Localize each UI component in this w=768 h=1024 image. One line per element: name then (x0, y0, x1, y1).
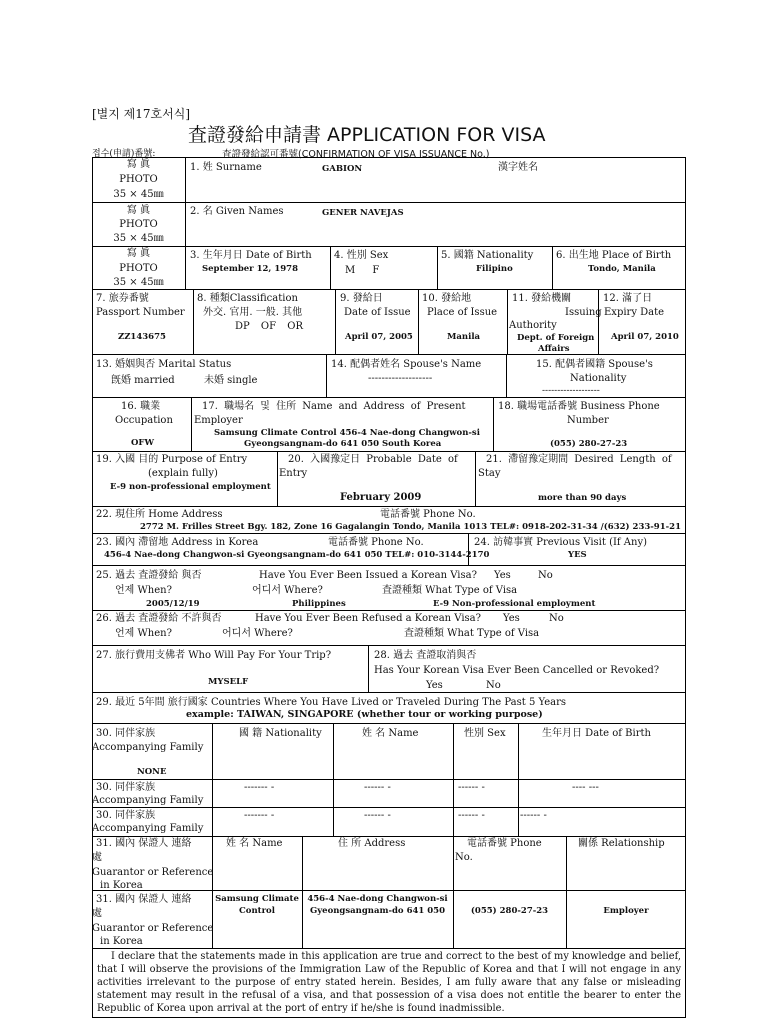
issue-date-label: Date of Issue (344, 307, 411, 318)
visa-cancelled-yes[interactable]: Yes (426, 680, 443, 691)
visa-issued-type-value[interactable]: E-9 Non-professional employment (433, 599, 596, 609)
visa-issued-type-label: 査證種類 What Type of Visa (382, 585, 518, 596)
visa-cancelled-question: Has Your Korean Visa Ever Been Cancelled or Revoked? (374, 665, 660, 676)
given-names-value[interactable]: GENER NAVEJAS (322, 208, 404, 218)
visa-issued-yes[interactable]: Yes (494, 570, 511, 581)
passport-label: 7. 旅券番號 (96, 293, 149, 304)
nationality-value[interactable]: Filipino (476, 264, 513, 274)
spouse-name-value[interactable]: ------------------- (368, 373, 433, 384)
issuing-authority-label: Authority (509, 320, 557, 331)
visa-issued-where-label: 어디서 Where? (252, 585, 323, 596)
guarantor-label: Guarantor or Reference (92, 867, 214, 878)
occupation-label: 16. 職業 (121, 401, 161, 412)
photo-size: 35 × 45㎜ (113, 277, 164, 288)
family-dob-header: 生年月日 Date of Birth (542, 728, 651, 739)
entry-date-label: Entry (279, 468, 308, 479)
previous-visit-label: 24. 訪韓事實 Previous Visit (If Any) (474, 537, 648, 548)
sex-label: 4. 性別 Sex (334, 250, 389, 261)
entry-date-label: 20. 入國豫定日 Probable Date of (288, 454, 458, 465)
sex-options[interactable]: M F (345, 265, 380, 276)
guarantor-label: 31. 國內 保證人 連絡 (96, 894, 192, 905)
guarantor-name-value[interactable]: Samsung Climate (215, 894, 299, 904)
home-address-value[interactable]: 2772 M. Frilles Street Bgy. 182, Zone 16 Gagalangin Tondo, Manila 1013 TEL#: 0918-202-31-34 /(632) 233-91-21 (140, 522, 681, 532)
guarantor-phone-value[interactable]: (055) 280-27-23 (470, 906, 549, 916)
business-phone-label: Number (567, 415, 609, 426)
given-names-label: 2. 名 Given Names (190, 206, 284, 217)
visa-cancelled-no[interactable]: No (486, 680, 501, 691)
length-of-stay-label: 21. 滯留豫定期間 Desired Length of (486, 454, 672, 465)
marital-status-label: 13. 婚姻與否 Marital Status (96, 359, 232, 370)
family-row-placeholder[interactable]: ---- --- (572, 782, 599, 793)
previous-visit-value[interactable]: YES (568, 550, 587, 560)
korea-phone-label: 電話番號 Phone No. (328, 537, 424, 548)
guarantor-phone-header: 電話番號 Phone (467, 838, 542, 849)
length-of-stay-label: Stay (478, 468, 501, 479)
visa-refused-yes[interactable]: Yes (503, 613, 520, 624)
birthplace-value[interactable]: Tondo, Manila (588, 264, 656, 274)
home-phone-label: 電話番號 Phone No. (380, 509, 476, 520)
length-of-stay-value[interactable]: more than 90 days (538, 493, 627, 503)
guarantor-label: 處 (92, 908, 102, 919)
visa-refused-type-label: 査證種類 What Type of Visa (404, 628, 540, 639)
family-sex-header: 性別 Sex (464, 728, 506, 739)
visa-refused-where-label: 어디서 Where? (222, 628, 293, 639)
issuing-authority-value[interactable]: Dept. of Foreign (517, 333, 595, 343)
spouse-nationality-value[interactable]: ------------------- (542, 386, 600, 396)
occupation-value[interactable]: OFW (131, 438, 154, 448)
guarantor-address-header: 住 所 Address (338, 838, 406, 849)
photo-label: PHOTO (119, 174, 158, 185)
declaration-text: I declare that the statements made in this application are true and correct to the best of my knowledge and belief, that I will observe the provisions of the Immigration Law of the Republic of Korea and that I will not engage in any activities irrelevant to the purpose of entry stated herein. Besides, I am fully aware that any false or misleading statement may result in the refusal of a visa, and that possession of a visa does not entitle the bearer to enter the Republic of Korea upon arrival at the port of entry if he/she is found inadmissible. (97, 951, 681, 1014)
family-label: Accompanying Family (92, 742, 204, 753)
guarantor-label: Guarantor or Reference (92, 923, 214, 934)
form-number: [별지 제17호서식] (92, 107, 190, 121)
korea-address-value[interactable]: 456-4 Nae-dong Changwon-si Gyeongsangnam-do 641 050 TEL#: 010-3144-2170 (104, 550, 490, 560)
entry-date-value[interactable]: February 2009 (340, 492, 422, 503)
family-row-placeholder[interactable]: ------ - (520, 810, 547, 821)
guarantor-relationship-value[interactable]: Employer (603, 906, 649, 916)
family-row-placeholder[interactable]: ------ - (364, 810, 391, 821)
spouse-nationality-label: Nationality (570, 373, 627, 384)
employer-value[interactable]: Gyeongsangnam-do 641 050 South Korea (244, 439, 442, 449)
family-row-placeholder[interactable]: ------ - (458, 810, 485, 821)
guarantor-label: 處 (92, 852, 102, 863)
photo-label: PHOTO (119, 219, 158, 230)
dob-value[interactable]: September 12, 1978 (202, 264, 299, 274)
photo-label: 寫 眞 (126, 248, 151, 259)
purpose-label: 19. 入國 目的 Purpose of Entry (96, 454, 248, 465)
expiry-date-value[interactable]: April 07, 2010 (611, 332, 679, 342)
classification-options: 外交. 官用. 一般. 其他 (203, 307, 303, 318)
nationality-label: 5. 國籍 Nationality (441, 250, 534, 261)
marital-married-option[interactable]: 旣婚 married (111, 375, 175, 386)
visa-issued-no[interactable]: No (538, 570, 553, 581)
issuing-authority-value[interactable]: Affairs (538, 344, 570, 354)
visa-cancelled-label: 28. 過去 査證取消與否 (374, 650, 477, 661)
business-phone-label: 18. 職場電話番號 Business Phone (498, 401, 660, 412)
issuing-authority-label: Issuing (565, 307, 602, 318)
employer-label: 17. 職場名 및 住所 Name and Address of Present (202, 401, 466, 412)
family-nationality-header: 國 籍 Nationality (239, 728, 322, 739)
payer-label: 27. 旅行費用支佛者 Who Will Pay For Your Trip? (96, 650, 332, 661)
spouse-nationality-label: 15. 配偶者國籍 Spouse's (536, 359, 653, 370)
family-label: Accompanying Family (92, 823, 204, 834)
family-row-placeholder[interactable]: ------ - (364, 782, 391, 793)
surname-value[interactable]: GABION (322, 164, 363, 174)
photo-size: 35 × 45㎜ (113, 189, 164, 200)
family-label: 30. 同伴家族 (96, 782, 156, 793)
countries-value[interactable]: example: TAIWAN, SINGAPORE (whether tour or working purpose) (186, 709, 543, 720)
visa-refused-when-label: 언제 When? (115, 628, 172, 639)
family-row-placeholder[interactable]: ------ - (458, 782, 485, 793)
issue-place-value[interactable]: Manila (447, 332, 481, 342)
family-value[interactable]: NONE (137, 767, 167, 777)
confirmation-number-label: 査證發給認可番號(CONFIRMATION OF VISA ISSUANCE No.) (222, 149, 490, 160)
issue-date-label: 9. 發給日 (340, 293, 383, 304)
application-number-label: 접수(申請)番號: (92, 149, 156, 159)
guarantor-name-header: 姓 名 Name (226, 838, 283, 849)
expiry-date-label: 12. 滿了日 (603, 293, 653, 304)
surname-label: 1. 姓 Surname (190, 162, 262, 173)
employer-label: Employer (194, 415, 243, 426)
chinese-name-label: 漢字姓名 (498, 162, 538, 173)
family-label: Accompanying Family (92, 795, 204, 806)
issuing-authority-label: 11. 發給機關 (512, 293, 572, 304)
family-row-placeholder[interactable]: ------- - (244, 810, 275, 821)
dob-label: 3. 生年月日 Date of Birth (190, 250, 312, 261)
visa-issued-when-value[interactable]: 2005/12/19 (146, 599, 200, 609)
family-name-header: 姓 名 Name (362, 728, 419, 739)
visa-refused-no[interactable]: No (549, 613, 564, 624)
guarantor-label: in Korea (100, 880, 143, 891)
business-phone-value[interactable]: (055) 280-27-23 (550, 439, 628, 449)
payer-value[interactable]: MYSELF (208, 677, 249, 687)
visa-issued-label: 25. 過去 査證發給 與否 (96, 570, 202, 581)
photo-label: 寫 眞 (126, 205, 151, 216)
passport-label: Passport Number (96, 307, 185, 318)
spouse-name-label: 14. 配偶者姓名 Spouse's Name (331, 359, 482, 370)
issue-date-value[interactable]: April 07, 2005 (345, 332, 413, 342)
issue-place-label: 10. 發給地 (422, 293, 472, 304)
family-row-placeholder[interactable]: ------- - (244, 782, 275, 793)
photo-label: 寫 眞 (126, 159, 151, 170)
visa-refused-label: 26. 過去 査證發給 不許與否 (96, 613, 222, 624)
occupation-label: Occupation (115, 415, 173, 426)
home-address-label: 22. 現住所 Home Address (96, 509, 223, 520)
employer-value[interactable]: Samsung Climate Control 456-4 Nae-dong Changwon-si (214, 428, 480, 438)
korea-address-label: 23. 國內 滯留地 Address in Korea (96, 537, 259, 548)
guarantor-relationship-header: 關係 Relationship (578, 838, 665, 849)
purpose-label: (explain fully) (148, 468, 218, 479)
marital-single-option[interactable]: 未婚 single (204, 375, 258, 386)
guarantor-label: in Korea (100, 936, 143, 947)
guarantor-address-value[interactable]: Gyeongsangnam-do 641 050 (309, 906, 446, 916)
visa-refused-question: Have You Ever Been Refused a Korean Visa? (255, 613, 481, 624)
passport-value[interactable]: ZZ143675 (118, 332, 166, 342)
family-label: 30. 同伴家族 (96, 810, 156, 821)
classification-label: 8. 種類Classification (197, 293, 298, 304)
guarantor-label: 31. 國內 保證人 連絡 (96, 838, 192, 849)
guarantor-phone-header: No. (455, 852, 473, 863)
guarantor-name-value[interactable]: Control (239, 906, 275, 916)
expiry-date-label: Expiry Date (604, 307, 665, 318)
form-title: 査證發給申請書 APPLICATION FOR VISA (188, 124, 546, 146)
issue-place-label: Place of Issue (427, 307, 498, 318)
birthplace-label: 6. 出生地 Place of Birth (556, 250, 672, 261)
classification-codes[interactable]: DP OF OR (235, 321, 303, 332)
family-label: 30. 同伴家族 (96, 728, 156, 739)
visa-issued-when-label: 언제 When? (115, 585, 172, 596)
purpose-value[interactable]: E-9 non-professional employment (110, 482, 271, 492)
visa-issued-where-value[interactable]: Philippines (292, 599, 346, 609)
guarantor-address-value[interactable]: 456-4 Nae-dong Changwon-si (307, 894, 448, 904)
photo-size: 35 × 45㎜ (113, 233, 164, 244)
countries-label: 29. 最近 5年間 旅行國家 Countries Where You Have Lived or Traveled During The Past 5 Years (96, 697, 567, 708)
photo-label: PHOTO (119, 263, 158, 274)
visa-issued-question: Have You Ever Been Issued a Korean Visa? (259, 570, 477, 581)
